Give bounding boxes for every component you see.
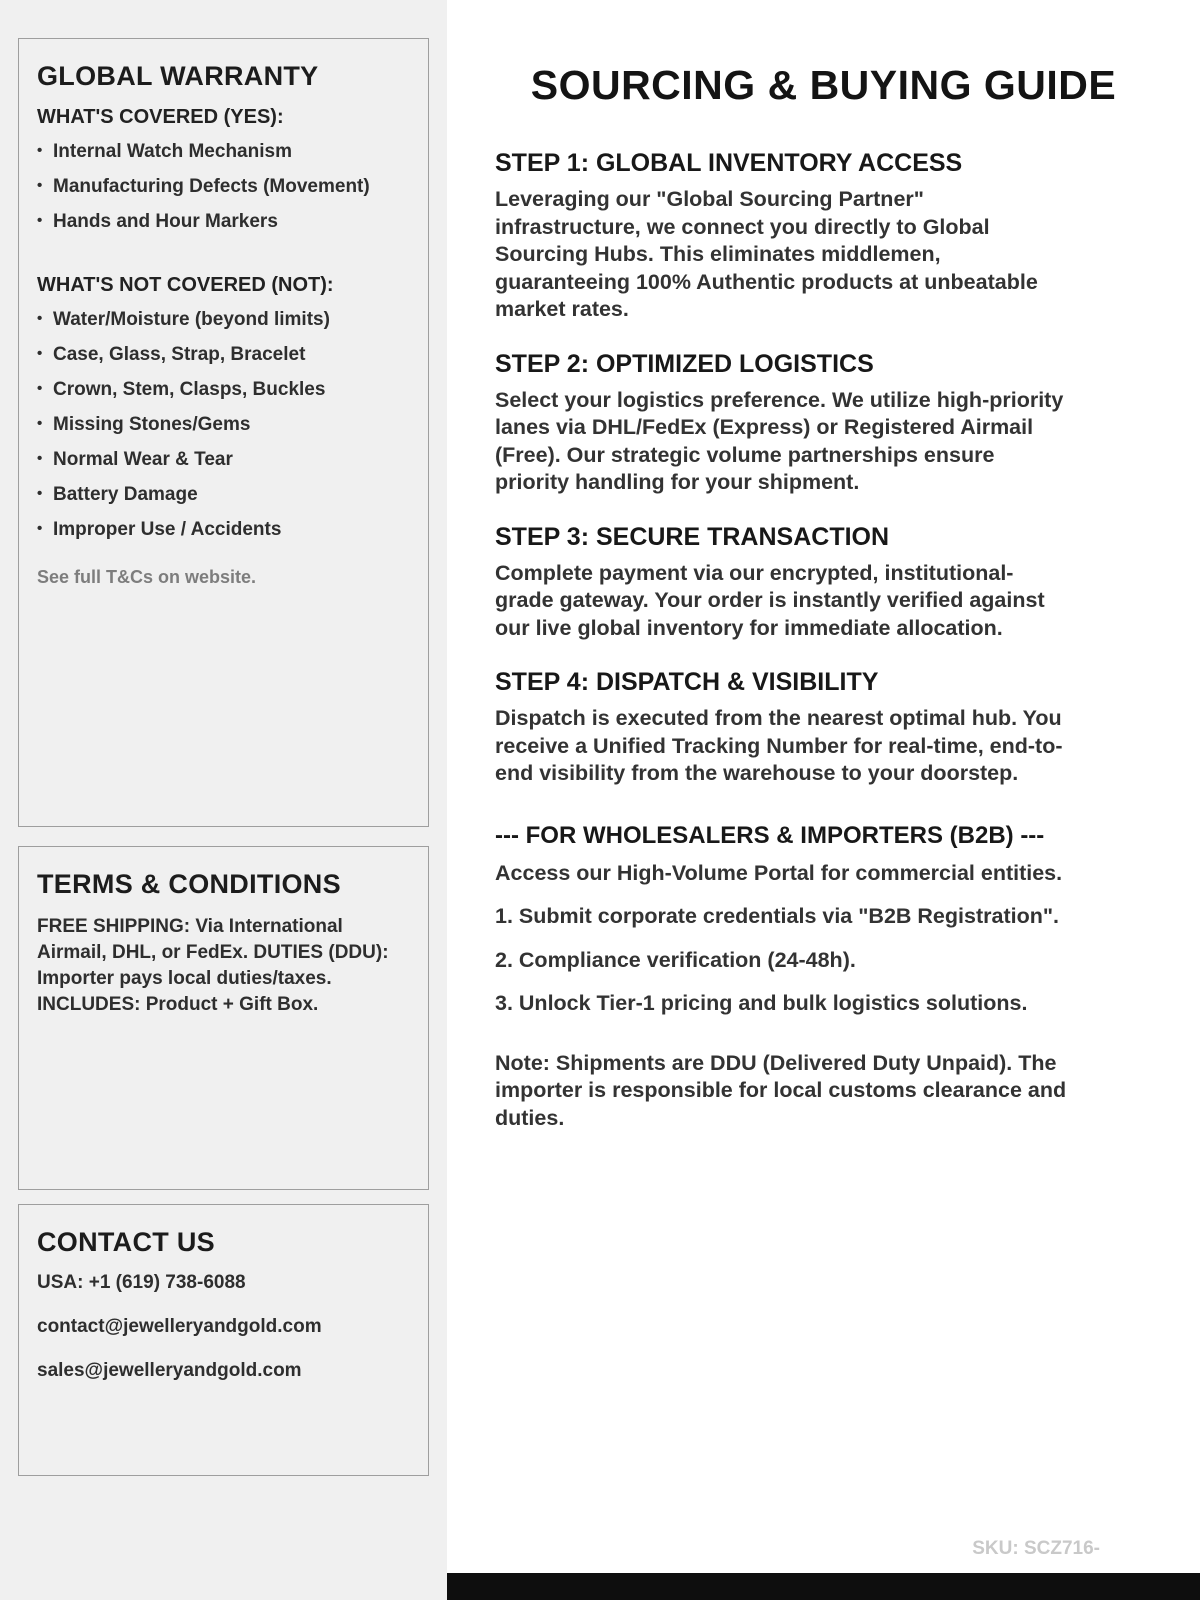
warranty-footnote: See full T&Cs on website. (37, 567, 257, 587)
warranty-title: GLOBAL WARRANTY (37, 61, 319, 91)
list-item: • Battery Damage (37, 484, 410, 506)
list-item: • Improper Use / Accidents (37, 519, 410, 541)
step-1-heading: STEP 1: GLOBAL INVENTORY ACCESS (495, 149, 963, 177)
list-item: • Crown, Stem, Clasps, Buckles (37, 379, 410, 401)
sku-label: SKU: SCZ716- (972, 1538, 1100, 1559)
warranty-not-covered-title: WHAT'S NOT COVERED (NOT): (37, 274, 334, 296)
contact-email-sales: sales@jewelleryandgold.com (37, 1360, 302, 1381)
list-item: • Missing Stones/Gems (37, 414, 410, 436)
left-sidebar (0, 0, 447, 1600)
warranty-covered-title: WHAT'S COVERED (YES): (37, 106, 284, 128)
b2b-item-3: 3. Unlock Tier-1 pricing and bulk logistics solutions. (495, 991, 1028, 1016)
step-1-section (495, 149, 1070, 324)
b2b-heading: --- FOR WHOLESALERS & IMPORTERS (B2B) --- (495, 821, 1045, 849)
step-4-body: Dispatch is executed from the nearest optimal hub. You receive a Unified Tracking Number for real-time, end-to-end visibility from the warehouse to your doorstep. (495, 706, 1063, 786)
contact-panel (18, 1204, 429, 1476)
warranty-panel (18, 38, 429, 827)
guide-content (495, 149, 1070, 1132)
step-4-heading: STEP 4: DISPATCH & VISIBILITY (495, 668, 879, 697)
step-2-section (495, 350, 1070, 497)
b2b-intro: Access our High-Volume Portal for commercial entities. (495, 860, 1063, 885)
main-content-area (447, 0, 1200, 1600)
terms-title: TERMS & CONDITIONS (37, 869, 341, 899)
b2b-item-2: 2. Compliance verification (24-48h). (495, 947, 856, 972)
list-item: • Hands and Hour Markers (37, 211, 410, 233)
step-2-body: Select your logistics preference. We utilize high-priority lanes via DHL/FedEx (Express) or Registered Airmail (Free). Our strategic volume partnerships ensure priority handling for your shipment. (495, 387, 1064, 495)
list-item: • Water/Moisture (beyond limits) (37, 309, 410, 331)
list-item: • Internal Watch Mechanism (37, 141, 410, 163)
list-item: • Normal Wear & Tear (37, 449, 410, 471)
step-4-section (495, 668, 1070, 788)
step-3-heading: STEP 3: SECURE TRANSACTION (495, 522, 890, 551)
b2b-note: Note: Shipments are DDU (Delivered Duty Unpaid). The importer is responsible for local customs clearance and duties. (495, 1050, 1067, 1130)
terms-body: FREE SHIPPING: Via International Airmail, DHL, or FedEx. DUTIES (DDU): Importer pays local duties/taxes. INCLUDES: Product + Gift Box. (37, 916, 389, 1016)
step-1-body: Leveraging our "Global Sourcing Partner" infrastructure, we connect you directly to Global Sourcing Hubs. This eliminates middlemen, guaranteeing 100% Authentic products at unbeatable market rates. (495, 187, 1038, 322)
contact-title: CONTACT US (37, 1227, 215, 1257)
step-2-heading: STEP 2: OPTIMIZED LOGISTICS (495, 349, 874, 378)
contact-email-primary: contact@jewelleryandgold.com (37, 1316, 322, 1337)
step-3-body: Complete payment via our encrypted, institutional-grade gateway. Your order is instantly verified against our live global inventory for immediate allocation. (495, 560, 1045, 640)
contact-phone: USA: +1 (619) 738-6088 (37, 1272, 246, 1293)
list-item: • Case, Glass, Strap, Bracelet (37, 344, 410, 366)
warranty-covered-list (37, 141, 410, 233)
spacer (37, 246, 410, 274)
b2b-section (495, 822, 1070, 1133)
terms-panel (18, 846, 429, 1190)
bottom-bar (447, 1573, 1200, 1600)
list-item: • Manufacturing Defects (Movement) (37, 176, 410, 198)
warranty-not-covered-list (37, 309, 410, 541)
b2b-item-1: 1. Submit corporate credentials via "B2B Registration". (495, 904, 1060, 929)
step-3-section (495, 523, 1070, 643)
page-title: SOURCING & BUYING GUIDE (530, 62, 1117, 108)
